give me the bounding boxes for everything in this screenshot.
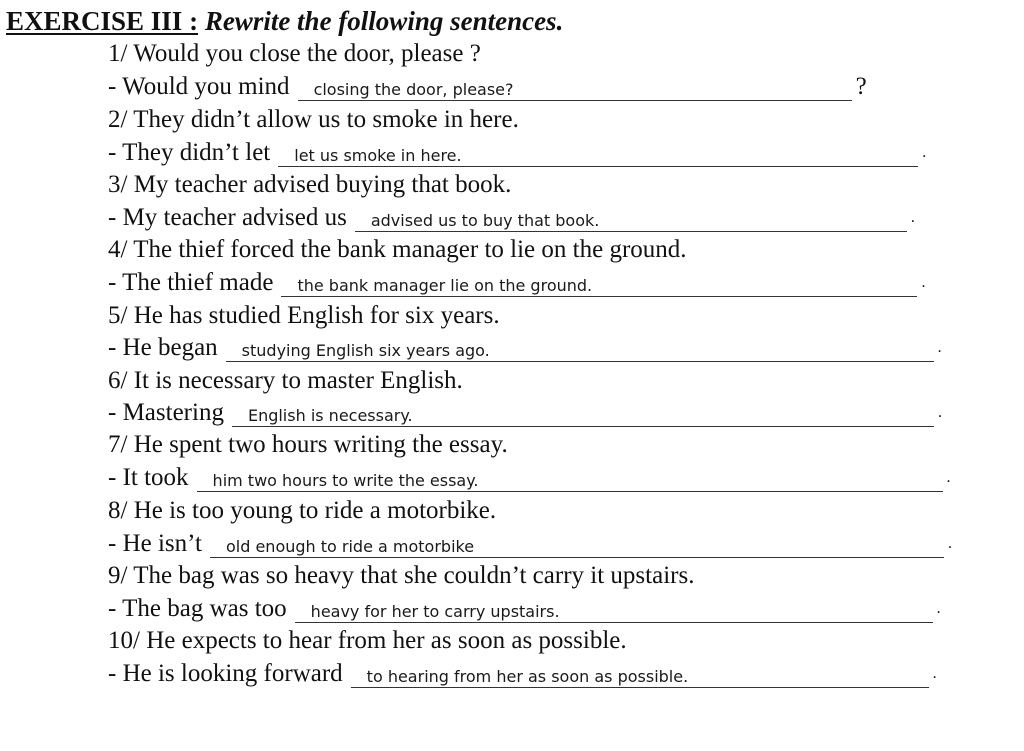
sentence-4: 4/ The thief forced the bank manager to lie on the ground. [108,236,687,263]
sentence-9: 9/ The bag was so heavy that she couldn’t carry it upstairs. [108,562,695,589]
exercise-instruction: Rewrite the following sentences. [204,6,564,36]
handwritten-answer-5: studying English six years ago. [241,341,490,360]
answer-prefix-8: - He isn’t [108,530,202,557]
handwritten-answer-7: him two hours to write the essay. [212,471,479,490]
answer-end-5: . [937,339,942,356]
answer-line-1 [108,70,867,104]
answer-line-3 [108,201,915,235]
answer-blank-8[interactable] [210,531,944,558]
answer-end-10: . [932,665,937,682]
answer-prefix-3: - My teacher advised us [108,204,347,231]
answer-blank-2[interactable] [278,140,918,167]
handwritten-answer-10: to hearing from her as soon as possible. [366,667,689,686]
answer-line-4 [108,266,925,300]
sentence-3: 3/ My teacher advised buying that book. [108,171,512,198]
sentence-10: 10/ He expects to hear from her as soon as possible. [108,627,627,654]
sentence-5: 5/ He has studied English for six years. [108,302,500,329]
answer-prefix-5: - He began [108,334,218,361]
answer-line-8 [108,527,952,561]
answer-blank-7[interactable] [197,465,943,492]
answer-line-9 [108,592,941,626]
handwritten-answer-8: old enough to ride a motorbike [225,537,475,556]
answer-end-2: . [922,144,927,161]
handwritten-answer-4: the bank manager lie on the ground. [297,276,593,295]
answer-end-9: . [936,600,941,617]
answer-line-2 [108,136,926,170]
handwritten-answer-6: English is necessary. [247,406,413,425]
sentence-2: 2/ They didn’t allow us to smoke in here. [108,106,519,133]
answer-line-10 [108,657,937,691]
answer-prefix-9: - The bag was too [108,595,287,622]
answer-blank-5[interactable] [226,335,934,362]
answer-prefix-6: - Mastering [108,399,224,426]
answer-end-3: . [910,209,915,226]
exercise-label: EXERCISE III : [6,6,199,36]
answer-line-5 [108,331,942,365]
answer-blank-1[interactable] [298,74,852,101]
answer-prefix-7: - It took [108,464,189,491]
answer-end-4: . [921,274,926,291]
sentence-1: 1/ Would you close the door, please ? [108,40,481,67]
answer-end-8: . [947,535,952,552]
sentence-7: 7/ He spent two hours writing the essay. [108,431,508,458]
handwritten-answer-3: advised us to buy that book. [370,211,600,230]
handwritten-answer-9: heavy for her to carry upstairs. [310,602,560,621]
sentence-6: 6/ It is necessary to master English. [108,367,463,394]
exercise-heading [6,4,563,38]
answer-prefix-4: - The thief made [108,269,274,296]
answer-prefix-1: - Would you mind [108,73,290,100]
answer-end-6: . [937,404,942,421]
answer-prefix-10: - He is looking forward [108,660,343,687]
sentence-8: 8/ He is too young to ride a motorbike. [108,497,497,524]
answer-end-7: . [946,469,951,486]
answer-prefix-2: - They didn’t let [108,139,271,166]
answer-blank-3[interactable] [355,205,907,232]
handwritten-answer-1: closing the door, please? [313,80,514,99]
answer-line-7 [108,461,951,495]
answer-end-1: ? [855,73,867,100]
answer-blank-4[interactable] [281,270,917,297]
answer-blank-9[interactable] [295,596,933,623]
answer-blank-6[interactable] [232,400,934,427]
handwritten-answer-2: let us smoke in here. [294,146,462,165]
answer-blank-10[interactable] [351,661,929,688]
answer-line-6 [108,396,942,430]
